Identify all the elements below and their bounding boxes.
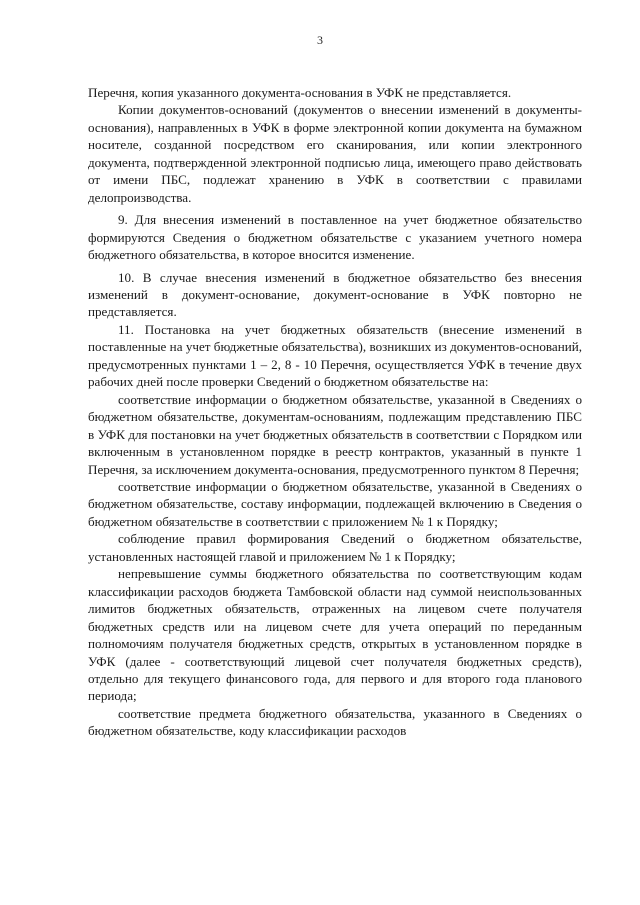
paragraph-copies-storage: Копии документов-оснований (документов о внесении изменений в документы-основания), направленных в УФК в форме электронной копии документа на бумажном носителе, созданной посредством его сканирования, или копии электронного документа, подтвержденной электронной подписью лица, имеющего право действовать от имени ПБС, подлежат хранению в УФК в соответствии с правилами делопроизводства. — [88, 102, 582, 205]
paragraph-continuation: Перечня, копия указанного документа-основания в УФК не представляется. — [88, 85, 512, 100]
paragraph-item-10: 10. В случае внесения изменений в бюджетное обязательство без внесения изменений в документ-основание, документ-основание в УФК повторно не представляется. — [88, 269, 582, 320]
paragraph-item-9: 9. Для внесения изменений в поставленное на учет бюджетное обязательство формируются Сведения о бюджетном обязательстве с указанием учетного номера бюджетного обязательства, в которое вносится изменение. — [88, 212, 582, 263]
paragraph-check-composition: соответствие информации о бюджетном обязательстве, указанной в Сведениях о бюджетном обязательстве, составу информации, подлежащей включению в Сведения о бюджетном обязательстве в соответствии с приложением № 1 к Порядку; — [88, 478, 582, 529]
paragraph-check-documents: соответствие информации о бюджетном обязательстве, указанной в Сведениях о бюджетном обязательстве, документам-основаниям, подлежащим представлению ПБС в УФК для постановки на учет бюджетных обязательств в соответствии с Порядком или включенным в установленном порядке в реестр контрактов, указанный в пункте 1 Перечня, за исключением документа-основания, предусмотренного пунктом 8 Перечня; — [88, 391, 582, 477]
paragraph-check-limits: непревышение суммы бюджетного обязательства по соответствующим кодам классификации расходов бюджета Тамбовской области над суммой неиспользованных лимитов бюджетных обязательств, отраженных на лицевом счете получателя бюджетных средств или на лицевом счете для учета операций по переданным полномочиям получателя бюджетных средств, открытых в установленном порядке в УФК (далее - соответствующий лицевой счет получателя бюджетных средств), отдельно для текущего финансового года, для первого и для второго года планового периода; — [88, 566, 582, 704]
page-number: 3 — [317, 33, 323, 47]
paragraph-check-rules: соблюдение правил формирования Сведений о бюджетном обязательстве, установленных настоящей главой и приложением № 1 к Порядку; — [88, 531, 582, 564]
paragraph-check-subject: соответствие предмета бюджетного обязательства, указанного в Сведениях о бюджетном обязательстве, коду классификации расходов — [88, 705, 582, 739]
paragraph-item-11: 11. Постановка на учет бюджетных обязательств (внесение изменений в поставленные на учет бюджетные обязательства), возникших из документов-оснований, предусмотренных пунктами 1 – 2, 8 - 10 Перечня, осуществляется УФК в течение двух рабочих дней после проверки Сведений о бюджетном обязательстве на: — [88, 321, 582, 390]
document-body — [88, 84, 582, 740]
